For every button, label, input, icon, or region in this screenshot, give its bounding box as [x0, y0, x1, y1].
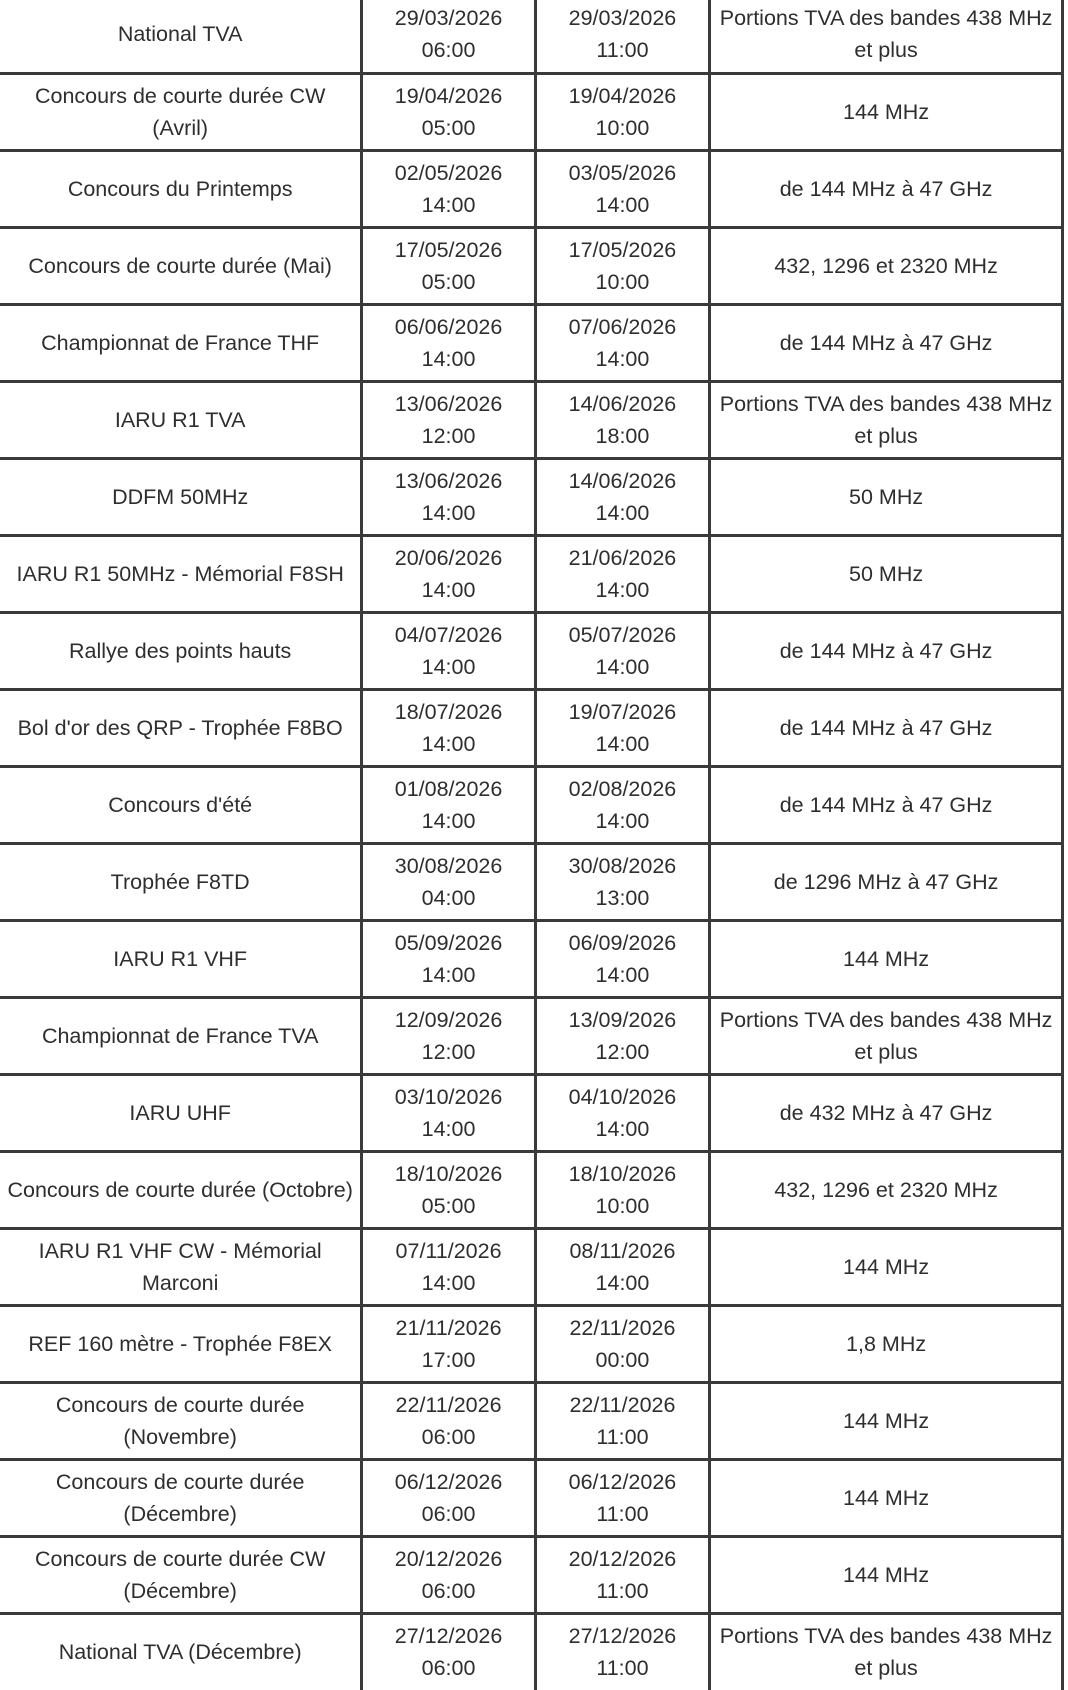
bands-cell [710, 150, 1063, 227]
start-time: 14:00 [421, 346, 476, 371]
bands-cell [710, 1151, 1063, 1228]
table-row [0, 1536, 1063, 1613]
end-cell [535, 1151, 709, 1228]
start-date: 17/05/2026 [394, 237, 503, 262]
end-cell [535, 1228, 709, 1305]
end-date: 29/03/2026 [568, 5, 677, 30]
bands-cell [710, 227, 1063, 304]
table-row [0, 1613, 1063, 1690]
bands-cell [710, 73, 1063, 150]
bands-cell [710, 1459, 1063, 1536]
table-row [0, 1382, 1063, 1459]
end-time: 10:00 [595, 269, 650, 294]
end-time: 13:00 [595, 885, 650, 910]
bands: 50 MHz [849, 561, 924, 586]
contest-name: Concours du Printemps [67, 176, 293, 201]
start-time: 05:00 [421, 1193, 476, 1218]
start-date: 02/05/2026 [394, 160, 503, 185]
table-row [0, 766, 1063, 843]
start-cell [362, 458, 535, 535]
end-cell [535, 997, 709, 1074]
bands-cell [710, 1613, 1063, 1690]
table-row [0, 1074, 1063, 1151]
bands-cell [710, 381, 1063, 458]
start-cell [362, 1613, 535, 1690]
start-cell [362, 1228, 535, 1305]
end-cell [535, 1613, 709, 1690]
end-date: 22/11/2026 [569, 1315, 676, 1340]
end-time: 11:00 [596, 1424, 649, 1449]
end-cell [535, 458, 709, 535]
contest-name-cell [0, 1613, 362, 1690]
contest-name-cell [0, 997, 362, 1074]
start-date: 18/07/2026 [394, 699, 503, 724]
start-date: 30/08/2026 [394, 853, 503, 878]
table-row [0, 458, 1063, 535]
contest-name: Concours de courte durée CW (Décembre) [34, 1546, 326, 1603]
start-time: 12:00 [421, 1039, 476, 1064]
bands: 432, 1296 et 2320 MHz [774, 1177, 998, 1202]
contest-name: National TVA [117, 21, 243, 46]
end-cell [535, 73, 709, 150]
table-row [0, 612, 1063, 689]
start-cell [362, 1382, 535, 1459]
start-cell [362, 766, 535, 843]
bands-cell [710, 535, 1063, 612]
table-row [0, 920, 1063, 997]
start-time: 14:00 [421, 192, 476, 217]
end-date: 30/08/2026 [568, 853, 677, 878]
contest-name-cell [0, 458, 362, 535]
bands: Portions TVA des bandes 438 MHz et plus [719, 1624, 1053, 1681]
end-date: 07/06/2026 [568, 314, 677, 339]
table-row [0, 997, 1063, 1074]
end-date: 06/12/2026 [568, 1469, 677, 1494]
bands: de 144 MHz à 47 GHz [779, 176, 993, 201]
bands: 144 MHz [843, 1254, 930, 1279]
bands: de 144 MHz à 47 GHz [779, 792, 993, 817]
start-time: 14:00 [421, 577, 476, 602]
start-cell [362, 304, 535, 381]
start-date: 03/10/2026 [394, 1084, 503, 1109]
contest-name: DDFM 50MHz [112, 484, 249, 509]
start-date: 12/09/2026 [394, 1007, 503, 1032]
start-date: 21/11/2026 [395, 1315, 502, 1340]
contest-name-cell [0, 304, 362, 381]
contest-name-cell [0, 535, 362, 612]
end-time: 14:00 [595, 731, 650, 756]
contest-name-cell [0, 1228, 362, 1305]
start-cell [362, 920, 535, 997]
contest-name: IARU UHF [129, 1100, 231, 1125]
contest-name-cell [0, 1074, 362, 1151]
end-cell [535, 381, 709, 458]
end-time: 14:00 [595, 1270, 650, 1295]
contest-name-cell [0, 1382, 362, 1459]
end-cell [535, 843, 709, 920]
start-cell [362, 227, 535, 304]
contest-name: Trophée F8TD [110, 869, 250, 894]
table-row [0, 150, 1063, 227]
end-date: 19/04/2026 [568, 83, 677, 108]
end-date: 14/06/2026 [568, 468, 677, 493]
end-cell [535, 150, 709, 227]
start-time: 06:00 [421, 37, 476, 62]
contest-name: Championnat de France THF [41, 330, 320, 355]
bands: Portions TVA des bandes 438 MHz et plus [719, 5, 1053, 62]
table-row [0, 1151, 1063, 1228]
start-date: 06/12/2026 [394, 1469, 503, 1494]
contest-name: Concours de courte durée (Novembre) [55, 1392, 305, 1449]
end-cell [535, 766, 709, 843]
bands-cell [710, 1305, 1063, 1382]
end-date: 13/09/2026 [568, 1007, 677, 1032]
end-time: 14:00 [595, 962, 650, 987]
contest-name-cell [0, 381, 362, 458]
start-date: 01/08/2026 [394, 776, 503, 801]
end-cell [535, 535, 709, 612]
contest-name-cell [0, 766, 362, 843]
contest-name-cell [0, 150, 362, 227]
start-cell [362, 689, 535, 766]
start-time: 14:00 [421, 654, 476, 679]
start-cell [362, 1459, 535, 1536]
start-date: 20/12/2026 [394, 1546, 503, 1571]
start-time: 05:00 [421, 115, 476, 140]
bands-cell [710, 1228, 1063, 1305]
bands: 144 MHz [843, 946, 930, 971]
contest-name-cell [0, 843, 362, 920]
end-date: 14/06/2026 [568, 391, 677, 416]
end-time: 14:00 [595, 808, 650, 833]
start-date: 13/06/2026 [394, 391, 503, 416]
start-cell [362, 612, 535, 689]
end-cell [535, 1536, 709, 1613]
table-row [0, 0, 1063, 73]
bands: 432, 1296 et 2320 MHz [774, 253, 998, 278]
contest-name: Concours de courte durée (Mai) [28, 253, 332, 278]
end-cell [535, 1382, 709, 1459]
contest-name-cell [0, 612, 362, 689]
start-time: 06:00 [421, 1656, 476, 1681]
contest-name: National TVA (Décembre) [58, 1640, 302, 1665]
end-date: 20/12/2026 [568, 1546, 677, 1571]
start-date: 13/06/2026 [394, 468, 503, 493]
end-cell [535, 1074, 709, 1151]
start-date: 19/04/2026 [394, 83, 503, 108]
table-row [0, 1459, 1063, 1536]
table-row [0, 843, 1063, 920]
table-row [0, 535, 1063, 612]
bands: de 432 MHz à 47 GHz [779, 1100, 993, 1125]
start-date: 29/03/2026 [394, 5, 503, 30]
start-time: 06:00 [421, 1578, 476, 1603]
start-time: 14:00 [421, 1270, 476, 1295]
end-time: 14:00 [595, 500, 650, 525]
start-cell [362, 0, 535, 73]
start-cell [362, 843, 535, 920]
bands-cell [710, 920, 1063, 997]
end-time: 14:00 [595, 346, 650, 371]
end-cell [535, 1305, 709, 1382]
start-time: 14:00 [421, 731, 476, 756]
bands-cell [710, 1536, 1063, 1613]
bands: 1,8 MHz [846, 1331, 927, 1356]
end-time: 14:00 [595, 1116, 650, 1141]
end-date: 03/05/2026 [568, 160, 677, 185]
contest-name: Concours d'été [108, 792, 253, 817]
start-date: 18/10/2026 [394, 1161, 503, 1186]
start-cell [362, 997, 535, 1074]
contest-name-cell [0, 1459, 362, 1536]
start-date: 22/11/2026 [395, 1392, 502, 1417]
end-cell [535, 227, 709, 304]
end-cell [535, 689, 709, 766]
start-time: 12:00 [421, 423, 476, 448]
end-time: 14:00 [595, 192, 650, 217]
contest-name-cell [0, 1151, 362, 1228]
bands: 144 MHz [843, 99, 930, 124]
contest-name: Concours de courte durée CW (Avril) [34, 83, 326, 140]
start-time: 17:00 [421, 1347, 476, 1372]
bands: de 144 MHz à 47 GHz [779, 638, 993, 663]
start-time: 06:00 [421, 1501, 476, 1526]
end-time: 14:00 [595, 654, 650, 679]
end-time: 10:00 [595, 115, 650, 140]
start-cell [362, 1074, 535, 1151]
end-date: 17/05/2026 [568, 237, 677, 262]
bands: 144 MHz [843, 1485, 930, 1510]
contest-name: IARU R1 VHF CW - Mémorial Marconi [38, 1238, 322, 1295]
contest-name-cell [0, 0, 362, 73]
bands-cell [710, 612, 1063, 689]
end-time: 18:00 [595, 423, 650, 448]
end-date: 22/11/2026 [569, 1392, 676, 1417]
bands-cell [710, 0, 1063, 73]
bands-cell [710, 1382, 1063, 1459]
contest-name-cell [0, 1305, 362, 1382]
end-cell [535, 0, 709, 73]
end-date: 05/07/2026 [568, 622, 677, 647]
contest-name: Concours de courte durée (Décembre) [55, 1469, 305, 1526]
end-date: 06/09/2026 [568, 930, 677, 955]
end-time: 10:00 [595, 1193, 650, 1218]
bands: 50 MHz [849, 484, 924, 509]
start-time: 14:00 [421, 500, 476, 525]
start-cell [362, 1536, 535, 1613]
table-row [0, 689, 1063, 766]
start-date: 27/12/2026 [394, 1624, 503, 1649]
contest-name-cell [0, 920, 362, 997]
contest-name: Concours de courte durée (Octobre) [7, 1177, 353, 1202]
end-date: 27/12/2026 [568, 1624, 677, 1649]
bands-cell [710, 843, 1063, 920]
contest-name: REF 160 mètre - Trophée F8EX [28, 1331, 332, 1356]
table-row [0, 227, 1063, 304]
table-row [0, 304, 1063, 381]
bands-cell [710, 689, 1063, 766]
start-cell [362, 1151, 535, 1228]
start-time: 06:00 [421, 1424, 476, 1449]
start-cell [362, 535, 535, 612]
end-date: 21/06/2026 [568, 545, 677, 570]
contest-name-cell [0, 73, 362, 150]
start-date: 06/06/2026 [394, 314, 503, 339]
start-time: 14:00 [421, 962, 476, 987]
bands-cell [710, 1074, 1063, 1151]
contest-name: Bol d'or des QRP - Trophée F8BO [17, 715, 343, 740]
end-time: 11:00 [596, 1578, 649, 1603]
start-date: 07/11/2026 [395, 1238, 502, 1263]
start-time: 04:00 [421, 885, 476, 910]
start-date: 05/09/2026 [394, 930, 503, 955]
bands: de 144 MHz à 47 GHz [779, 715, 993, 740]
bands: 144 MHz [843, 1408, 930, 1433]
bands: de 144 MHz à 47 GHz [779, 330, 993, 355]
table-row [0, 73, 1063, 150]
bands: Portions TVA des bandes 438 MHz et plus [719, 1007, 1053, 1064]
bands: 144 MHz [843, 1562, 930, 1587]
end-cell [535, 304, 709, 381]
start-cell [362, 150, 535, 227]
start-cell [362, 1305, 535, 1382]
end-cell [535, 920, 709, 997]
bands-cell [710, 997, 1063, 1074]
start-cell [362, 73, 535, 150]
contest-name: IARU R1 TVA [114, 407, 246, 432]
end-date: 02/08/2026 [568, 776, 677, 801]
start-cell [362, 381, 535, 458]
bands-cell [710, 766, 1063, 843]
start-time: 05:00 [421, 269, 476, 294]
table-row [0, 1228, 1063, 1305]
contest-name: Rallye des points hauts [69, 638, 292, 663]
contest-name-cell [0, 689, 362, 766]
start-time: 14:00 [421, 808, 476, 833]
end-cell [535, 612, 709, 689]
bands: de 1296 MHz à 47 GHz [773, 869, 999, 894]
contest-name: IARU R1 50MHz - Mémorial F8SH [16, 561, 344, 586]
end-time: 11:00 [596, 1656, 649, 1681]
bands-cell [710, 458, 1063, 535]
table-row [0, 1305, 1063, 1382]
contest-name: Championnat de France TVA [41, 1023, 319, 1048]
end-time: 00:00 [595, 1347, 650, 1372]
contest-name-cell [0, 227, 362, 304]
bands-cell [710, 304, 1063, 381]
end-time: 12:00 [595, 1039, 650, 1064]
start-date: 04/07/2026 [394, 622, 503, 647]
end-date: 04/10/2026 [568, 1084, 677, 1109]
end-time: 11:00 [596, 37, 649, 62]
end-time: 11:00 [596, 1501, 649, 1526]
end-date: 08/11/2026 [569, 1238, 676, 1263]
bands: Portions TVA des bandes 438 MHz et plus [719, 391, 1053, 448]
contest-name: IARU R1 VHF [113, 946, 248, 971]
contest-name-cell [0, 1536, 362, 1613]
end-date: 19/07/2026 [568, 699, 677, 724]
start-date: 20/06/2026 [394, 545, 503, 570]
end-cell [535, 1459, 709, 1536]
end-date: 18/10/2026 [568, 1161, 677, 1186]
table-row [0, 381, 1063, 458]
end-time: 14:00 [595, 577, 650, 602]
start-time: 14:00 [421, 1116, 476, 1141]
